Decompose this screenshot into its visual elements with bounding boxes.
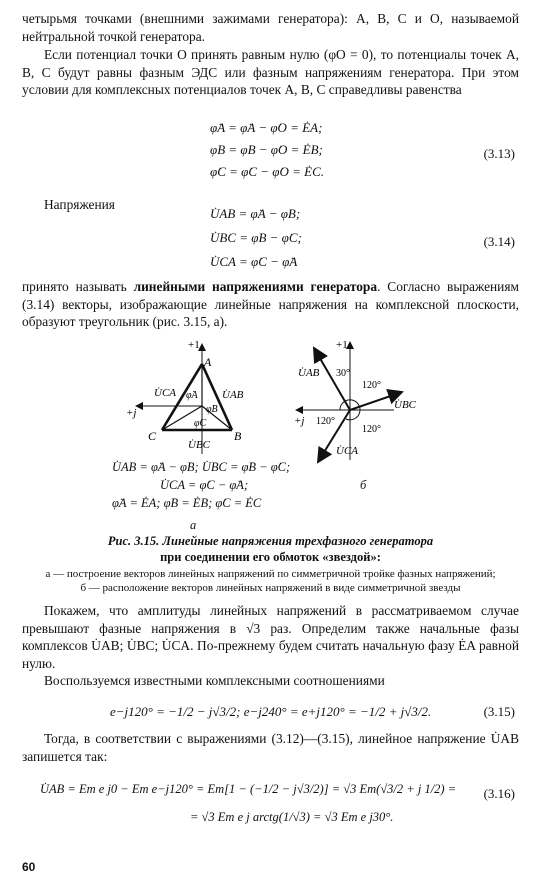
equation-number: (3.13) bbox=[483, 146, 515, 161]
paragraph-3 bbox=[22, 278, 519, 331]
figure-a-eq-3: φ̇A = ĖA; φ̇B = ĖB; φ̇C = ĖC bbox=[112, 496, 262, 510]
paragraph-2: Если потенциал точки O принять равным нулю (φO = 0), то потенциалы точек A, B, C будут равны фазным ЭДС или фазным напряжениям генератора. При этом условии для комплексных потенциалов точек A, B, C справедливы равенства bbox=[22, 47, 519, 98]
angle-120-bottom-label: 120° bbox=[362, 424, 381, 435]
paragraph-3-start: принято называть bbox=[22, 279, 134, 294]
phic-label: φ̇C bbox=[194, 418, 207, 429]
eq-3-13-line-3: φ̇C = φ̇C − φ̇O = ĖC. bbox=[210, 164, 324, 179]
equation-number: (3.14) bbox=[483, 234, 515, 249]
eq-3-15: e−j120° = −1/2 − j√3/2; e−j240° = e+j120° = −1/2 + j√3/2. bbox=[110, 704, 432, 719]
term-line-voltages: линейными напряжениями генератора bbox=[133, 279, 378, 294]
uab-label: U̇AB bbox=[222, 389, 244, 401]
point-b-label: B bbox=[234, 429, 242, 443]
equation-3-13 bbox=[0, 120, 541, 192]
figure-b-vector-star bbox=[290, 336, 430, 476]
equation-number: (3.15) bbox=[483, 704, 515, 719]
eq-3-13-line-2: φ̇B = φ̇B − φ̇O = ĖB; bbox=[210, 142, 323, 157]
equation-number: (3.16) bbox=[483, 786, 515, 801]
equation-3-16 bbox=[0, 776, 541, 836]
ubc-label: U̇BC bbox=[394, 399, 416, 411]
uab-label: U̇AB bbox=[298, 367, 320, 379]
figure-caption-title: Рис. 3.15. Линейные напряжения трехфазного генератора bbox=[107, 534, 434, 548]
eq-3-16-line-2: = √3 Em e j arctg(1/√3) = √3 Em e j30°. bbox=[190, 810, 394, 824]
axis-plus1-label: +1 bbox=[336, 339, 348, 351]
ubc-label: U̇BC bbox=[188, 439, 210, 451]
axis-plus1-label: +1 bbox=[188, 339, 200, 351]
label-voltages: Напряжения bbox=[44, 197, 115, 212]
paragraph-4: Покажем, что амплитуды линейных напряжений в рассматриваемом случае превышают фазные напряжения в √3 раз. Определим также начальные фазы комплексов U̇AB; U̇BC; U̇CA. По-прежнему будем считать начальную фазу ĖA равной нулю. bbox=[22, 603, 519, 671]
angle-120-top-label: 120° bbox=[362, 380, 381, 391]
figure-a-eq-2: U̇CA = φ̇C − φ̇A; bbox=[160, 478, 249, 492]
phib-label: φ̇B bbox=[206, 404, 218, 415]
figure-caption-a: а — построение векторов линейных напряжений по симметричной тройке фазных напряжений; bbox=[45, 568, 496, 580]
equation-3-14 bbox=[0, 206, 541, 278]
equation-3-15 bbox=[0, 700, 541, 730]
vector-uab bbox=[314, 348, 350, 410]
paragraph-1: четырьмя точками (внешними зажимами генератора): A, B, C и O, называемой нейтральной точкой генератора. bbox=[22, 11, 519, 44]
angle-30-label: 30° bbox=[336, 368, 350, 379]
paragraph-6: Тогда, в соответствии с выражениями (3.12)—(3.15), линейное напряжение U̇AB запишется так: bbox=[22, 731, 519, 764]
uca-label: U̇CA bbox=[154, 387, 176, 399]
eq-3-14-line-1: U̇AB = φ̇A − φ̇B; bbox=[210, 206, 301, 221]
point-a-label: A bbox=[204, 355, 212, 369]
point-c-label: C bbox=[148, 429, 157, 443]
page-number: 60 bbox=[22, 860, 36, 874]
figure-a-label: а bbox=[190, 518, 197, 532]
eq-3-14-line-2: U̇BC = φ̇B − φ̇C; bbox=[210, 230, 302, 245]
uca-label: U̇CA bbox=[336, 445, 358, 457]
figure-b-label: б bbox=[360, 478, 367, 492]
phia-label: φ̇A bbox=[186, 390, 198, 401]
axis-plusj-label: +j bbox=[294, 415, 305, 427]
figure-caption-b: б — расположение векторов линейных напряжений в виде симметричной звезды bbox=[80, 582, 461, 594]
paragraph-5: Воспользуемся известными комплексными соотношениями bbox=[44, 673, 385, 688]
eq-3-13-line-1: φ̇A = φ̇A − φ̇O = ĖA; bbox=[210, 120, 323, 135]
eq-3-16-line-1: U̇AB = Em e j0 − Em e−j120° = Em[1 − (−1/2 − j√3/2)] = √3 Em(√3/2 + j 1/2) = bbox=[40, 782, 457, 796]
figure-caption-title-2: при соединении его обмоток «звездой»: bbox=[160, 550, 381, 564]
angle-120-left-label: 120° bbox=[316, 416, 335, 427]
eq-3-14-line-3: U̇CA = φ̇C − φ̇A bbox=[210, 254, 298, 269]
axis-plusj-label: +j bbox=[126, 407, 137, 419]
paragraph-3-end: . Согласно выражениям (3.14) векторы, изображающие линейные напряжения на комплексной плоскости, образуют треугольник (рис. 3.15, а). bbox=[22, 279, 519, 330]
figure-a-eq-1: U̇AB = φ̇A − φ̇B; U̇BC = φ̇B − φ̇C; bbox=[112, 460, 291, 474]
